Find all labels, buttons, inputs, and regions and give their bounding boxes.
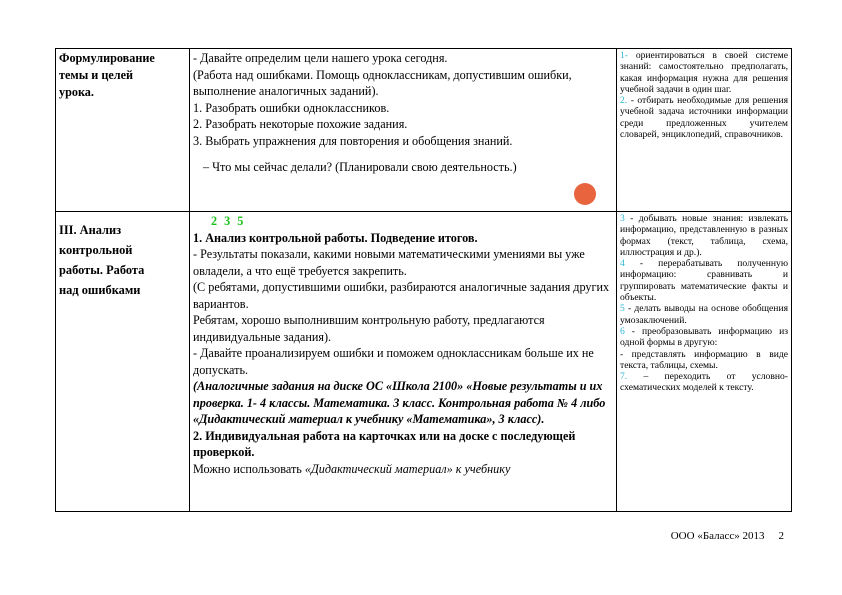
content-text: Можно использовать [193, 461, 305, 476]
content-line: 2. Разобрать некоторые похожие задания. [193, 117, 408, 131]
skills-cell [617, 49, 792, 212]
skill-item [620, 50, 788, 95]
content-reference: (Аналогичные задания на диске ОС «Школа 2100» «Новые результаты и их проверка. 1- 4 классы. Математика. 3 класс. Контрольная работа № 4 либо «Дидактический материал к учебнику «Математика», 3 класс). [193, 379, 606, 426]
stage-line: III. Анализ [59, 223, 122, 237]
lesson-plan-table [55, 48, 792, 512]
stage-line: над ошибками [59, 283, 141, 297]
skill-number: 1- [620, 50, 628, 61]
table-row [56, 212, 792, 512]
stage-cell [56, 212, 190, 512]
skill-text: – переходить от условно-схематических моделей к тексту. [620, 371, 788, 394]
green-marker: 2 3 5 [211, 214, 246, 228]
content-paragraph: - Результаты показали, какими новыми математическими умениями вы уже овладели, а что ещё требуется закрепить. [193, 247, 585, 278]
content-italic: «Дидактический материал» к учебнику [304, 461, 511, 476]
content-line: (Работа над ошибками. Помощь одноклассникам, допустившим ошибки, выполнение аналогичных заданий). [193, 67, 572, 98]
table-row [56, 49, 792, 212]
section-heading: 2. Индивидуальная работа на карточках или на доске с последующей проверкой. [193, 428, 576, 459]
skill-text: - делать выводы на основе обобщения умозаключений. [620, 303, 788, 326]
stage-line: работы. Работа [59, 263, 145, 277]
content-cell [190, 212, 617, 512]
skill-number: 5 [620, 303, 625, 315]
content-paragraph: (С ребятами, допустившими ошибки, разбираются аналогичные задания других вариантов. [193, 280, 610, 311]
content-line: - Давайте определим цели нашего урока сегодня. [193, 51, 448, 65]
skill-number: 3 [620, 213, 625, 224]
stage-line: темы и целей [59, 68, 134, 82]
skill-item [620, 326, 788, 349]
section-heading: 1. Анализ контрольной работы. Подведение итогов. [193, 230, 478, 245]
content-cell [190, 49, 617, 212]
skills-cell [617, 212, 792, 512]
skill-item [620, 213, 788, 258]
skill-number: 2. [620, 95, 628, 107]
skill-item [620, 258, 788, 303]
content-paragraph: - Давайте проанализируем ошибки и поможем одноклассникам больше их не допускать. [193, 346, 594, 377]
skill-text: ориентироваться в своей системе знаний: самостоятельно предполагать, какая информация нужна для решения учебной задачи в один шаг. [620, 50, 788, 95]
skill-item [620, 371, 788, 394]
content-question: – Что мы сейчас делали? (Планировали свою деятельность.) [203, 160, 517, 174]
skill-item [620, 303, 788, 326]
page-number: 2 [778, 530, 784, 542]
footer-company: ООО «Баласс» 2013 [670, 530, 765, 542]
skill-text: - добывать новые знания: извлекать информацию, представленную в разных формах (текст, таблица, схема, иллюстрация и др.). [620, 213, 788, 258]
skill-number: 4 [620, 258, 625, 270]
stage-cell [56, 49, 190, 212]
red-circle-marker [574, 183, 596, 205]
content-paragraph [193, 461, 613, 478]
stage-line: урока. [59, 85, 94, 99]
content-line: 1. Разобрать ошибки одноклассников. [193, 100, 390, 115]
skill-text: - преобразовывать информацию из одной формы в другую: [620, 325, 788, 349]
skill-number: 7. [620, 371, 628, 383]
skill-text: - представлять информацию в виде текста, таблицы, схемы. [620, 348, 788, 371]
skill-number: 6 [620, 325, 625, 337]
skill-item [620, 349, 788, 372]
content-line: 3. Выбрать упражнения для повторения и обобщения знаний. [193, 133, 513, 148]
skill-item [620, 95, 788, 140]
page-footer [671, 530, 784, 542]
skill-text: - перерабатывать полученную информацию: сравнивать и группировать математические факты и объекты. [620, 258, 788, 304]
stage-line: Формулирование [59, 51, 155, 65]
stage-line: контрольной [59, 243, 133, 257]
skill-text: - отбирать необходимые для решения учебной задача источники информации среди предложенных учителем словарей, энциклопедий, справочников. [620, 95, 788, 141]
content-paragraph: Ребятам, хорошо выполнившим контрольную работу, предлагаются индивидуальные задания). [193, 313, 545, 344]
